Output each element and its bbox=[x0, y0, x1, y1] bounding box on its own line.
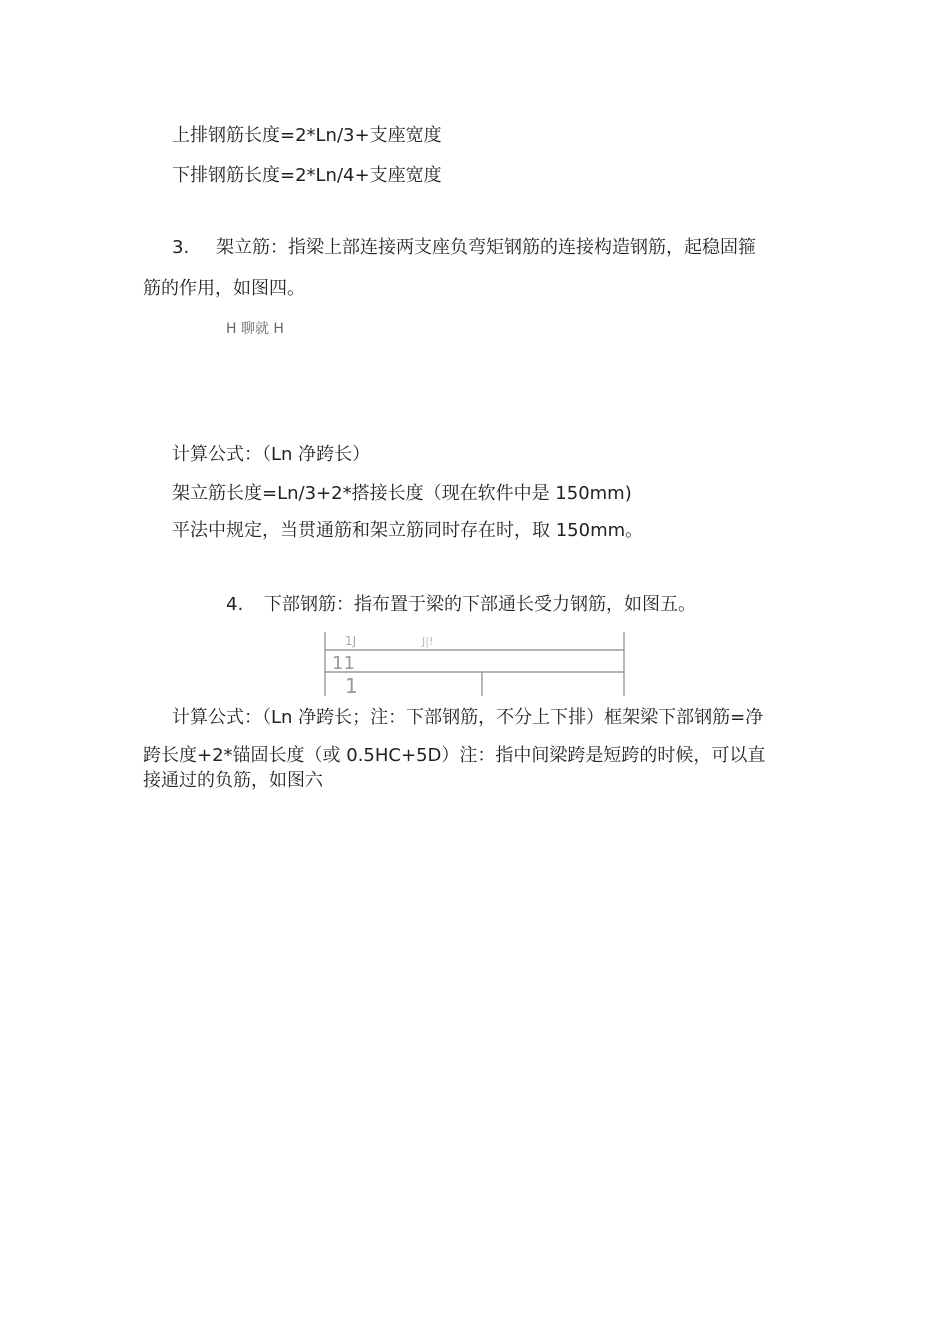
label-j: J|! bbox=[422, 635, 434, 648]
label-1j: 1J bbox=[345, 634, 357, 648]
figure-5-diagram bbox=[320, 630, 630, 700]
rule-text: 平法中规定，当贯通筋和架立筋同时存在时，取 150mm。 bbox=[172, 520, 644, 541]
item-3-heading bbox=[172, 237, 756, 259]
item-3-number: 3. bbox=[172, 237, 190, 258]
formula-label-1: 计算公式：（Ln 净跨长） bbox=[172, 444, 371, 465]
label-1: 1 bbox=[345, 674, 358, 698]
lower-row-formula: 下排钢筋长度=2*Ln/4+支座宽度 bbox=[172, 165, 442, 186]
erect-bar-length-formula: 架立筋长度=Ln/3+2*搭接长度（现在软件中是 150mm) bbox=[172, 483, 632, 504]
upper-row-formula: 上排钢筋长度=2*Ln/3+支座宽度 bbox=[172, 125, 442, 146]
formula-2-line-1: 计算公式：（Ln 净跨长；注：下部钢筋，不分上下排）框架梁下部钢筋=净 bbox=[172, 707, 764, 728]
figure-4-caption: H 聊就 H bbox=[226, 321, 284, 337]
formula-2-line-3: 接通过的负筋，如图六 bbox=[143, 770, 323, 791]
item-4-heading bbox=[226, 594, 696, 616]
label-11: 11 bbox=[332, 653, 355, 674]
item-4-number: 4. bbox=[226, 594, 244, 615]
item-4-text: 下部钢筋：指布置于梁的下部通长受力钢筋，如图五。 bbox=[264, 594, 696, 615]
item-3-continuation: 筋的作用，如图四。 bbox=[143, 278, 305, 299]
formula-2-line-2: 跨长度+2*锚固长度（或 0.5HC+5D）注：指中间梁跨是短跨的时候，可以直 bbox=[143, 745, 766, 766]
item-3-text: 架立筋：指梁上部连接两支座负弯矩钢筋的连接构造钢筋，起稳固箍 bbox=[216, 237, 756, 258]
